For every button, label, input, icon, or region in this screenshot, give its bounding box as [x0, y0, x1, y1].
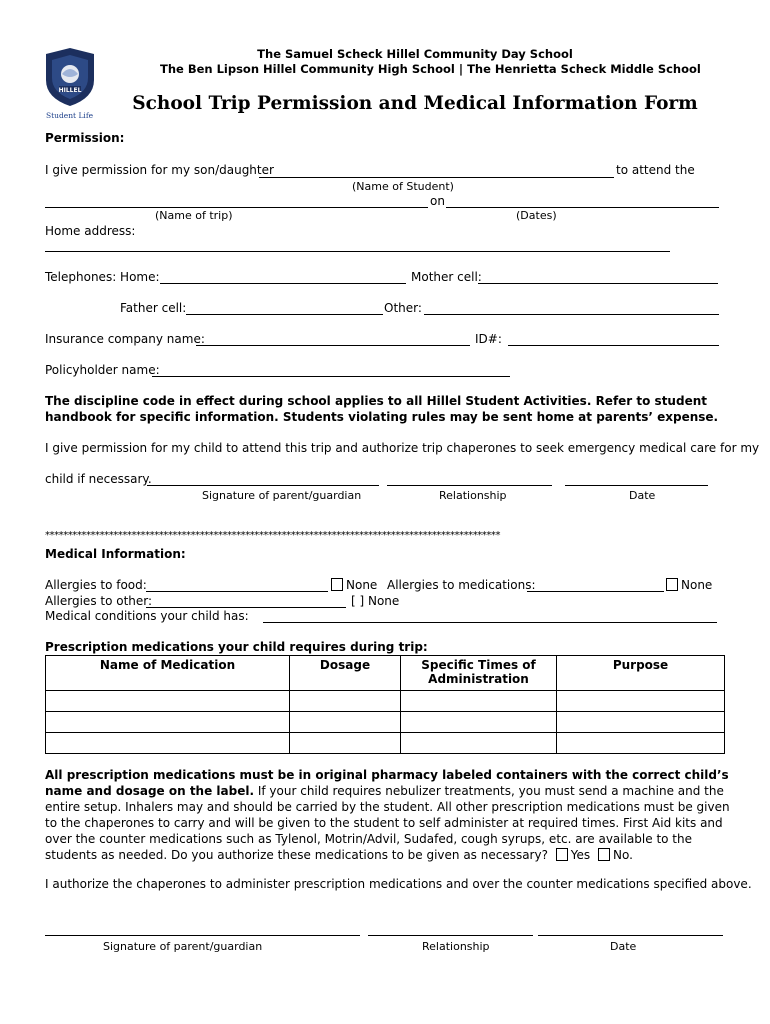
- signature-label: Signature of parent/guardian: [202, 489, 362, 502]
- table-row: [46, 733, 725, 754]
- final-relationship-field[interactable]: [368, 935, 533, 936]
- authorize-line-1: I give permission for my child to attend this trip and authorize trip chaperones to seek emergency medical care for my: [45, 441, 760, 455]
- table-row: [46, 712, 725, 733]
- form-title: School Trip Permission and Medical Information Form: [132, 93, 698, 114]
- shield-icon: [42, 46, 98, 108]
- date-label: Date: [629, 489, 656, 502]
- home-phone-field[interactable]: [160, 283, 406, 284]
- medication-policy-paragraph: [45, 767, 735, 863]
- father-cell-label: Father cell:: [120, 301, 187, 315]
- conditions-label: Medical conditions your child has:: [45, 609, 249, 623]
- no-text: No.: [613, 848, 633, 862]
- table-cell[interactable]: [401, 712, 557, 733]
- allergies-other-none[interactable]: [ ] None: [351, 594, 400, 608]
- logo-caption: Student Life: [46, 111, 94, 120]
- parent-signature-field[interactable]: [147, 485, 379, 486]
- table-cell[interactable]: [290, 691, 401, 712]
- conditions-field[interactable]: [263, 622, 717, 623]
- permission-heading: Permission:: [45, 131, 125, 145]
- table-header-row: [46, 656, 725, 691]
- allergies-other-field[interactable]: [146, 607, 346, 608]
- date-field[interactable]: [565, 485, 708, 486]
- allergies-meds-field[interactable]: [527, 591, 664, 592]
- insurance-id-label: ID#:: [475, 332, 502, 346]
- policyholder-label: Policyholder name:: [45, 363, 160, 377]
- final-relationship-label: Relationship: [422, 940, 490, 953]
- other-phone-label: Other:: [384, 301, 422, 315]
- discipline-line-1: The discipline code in effect during school applies to all Hillel Student Activities. Refer to student: [45, 394, 707, 408]
- table-cell[interactable]: [46, 733, 290, 754]
- col-name-of-medication: Name of Medication: [46, 656, 290, 691]
- medication-table: [45, 655, 725, 754]
- student-name-field[interactable]: [259, 177, 614, 178]
- yes-option[interactable]: [552, 848, 590, 862]
- logo-text: HILLEL: [58, 87, 82, 94]
- table-cell[interactable]: [557, 691, 725, 712]
- mother-cell-field[interactable]: [478, 283, 718, 284]
- home-address-field[interactable]: [45, 251, 670, 252]
- table-cell[interactable]: [401, 733, 557, 754]
- final-signature-label: Signature of parent/guardian: [103, 940, 263, 953]
- insurance-id-field[interactable]: [508, 345, 719, 346]
- authorize-chaperones: I authorize the chaperones to administer prescription medications and over the counter medications specified above.: [45, 877, 752, 891]
- allergies-meds-none[interactable]: [666, 578, 712, 592]
- table-cell[interactable]: [46, 691, 290, 712]
- final-signature-field[interactable]: [45, 935, 360, 936]
- yes-text: Yes: [570, 848, 591, 862]
- authorize-line-2: child if necessary.: [45, 472, 152, 486]
- table-cell[interactable]: [557, 712, 725, 733]
- name-of-student-label: (Name of Student): [352, 180, 454, 193]
- dates-label: (Dates): [516, 209, 557, 222]
- none-food-checkbox[interactable]: [331, 578, 343, 591]
- medical-heading: Medical Information:: [45, 547, 186, 561]
- final-date-field[interactable]: [538, 935, 723, 936]
- col-purpose: Purpose: [557, 656, 725, 691]
- col-dosage: Dosage: [290, 656, 401, 691]
- to-attend-text: to attend the: [616, 163, 695, 177]
- none-food-text: None: [346, 578, 378, 592]
- name-of-trip-label: (Name of trip): [155, 209, 233, 222]
- col-times: Specific Times of Administration: [401, 656, 557, 691]
- yes-checkbox[interactable]: [556, 848, 568, 861]
- insurance-company-label: Insurance company name:: [45, 332, 205, 346]
- allergies-food-none[interactable]: [331, 578, 377, 592]
- no-option[interactable]: [594, 848, 633, 862]
- insurance-company-field[interactable]: [196, 345, 470, 346]
- trip-dates-field[interactable]: [446, 207, 719, 208]
- allergies-food-label: Allergies to food:: [45, 578, 147, 592]
- telephones-home-label: Telephones: Home:: [45, 270, 160, 284]
- prescription-heading: Prescription medications your child requires during trip:: [45, 640, 428, 654]
- none-meds-text: None: [681, 578, 713, 592]
- policyholder-field[interactable]: [152, 376, 510, 377]
- none-meds-checkbox[interactable]: [666, 578, 678, 591]
- relationship-field[interactable]: [387, 485, 552, 486]
- trip-name-field[interactable]: [45, 207, 428, 208]
- table-row: [46, 691, 725, 712]
- section-divider: ****************************************************************************************************: [45, 530, 501, 541]
- father-cell-field[interactable]: [186, 314, 383, 315]
- table-cell[interactable]: [46, 712, 290, 733]
- home-address-label: Home address:: [45, 224, 136, 238]
- other-phone-field[interactable]: [424, 314, 719, 315]
- medication-policy-text: If your child requires nebulizer treatments, you must send a machine and the entire setup. Inhalers may and should be carried by the student. All other prescription medications must be given to the chaperones to carry and will be given to the student to self administer at required times. First Aid kits and over the counter medications such as Tylenol, Motrin/Advil, Sudafed, cough syrups, etc. are available to the students as needed. Do you authorize these medications to be given as necessary?: [45, 784, 730, 862]
- permission-prefix: I give permission for my son/daughter: [45, 163, 274, 177]
- mother-cell-label: Mother cell:: [411, 270, 482, 284]
- discipline-line-2: handbook for specific information. Students violating rules may be sent home at parents’ expense.: [45, 410, 719, 424]
- final-date-label: Date: [610, 940, 637, 953]
- school-logo: [42, 46, 98, 124]
- table-cell[interactable]: [401, 691, 557, 712]
- no-checkbox[interactable]: [598, 848, 610, 861]
- on-text: on: [430, 194, 445, 208]
- relationship-label: Relationship: [439, 489, 507, 502]
- medication-policy-bold: All prescription medications must be in original pharmacy labeled containers with the correct child’s name and dosage on the label.: [45, 768, 729, 798]
- allergies-other-label: Allergies to other:: [45, 594, 153, 608]
- table-cell[interactable]: [290, 712, 401, 733]
- allergies-meds-label: Allergies to medications:: [387, 578, 536, 592]
- table-cell[interactable]: [557, 733, 725, 754]
- school-name-line-1: The Samuel Scheck Hillel Community Day School: [257, 47, 573, 61]
- table-cell[interactable]: [290, 733, 401, 754]
- school-name-line-2: The Ben Lipson Hillel Community High School | The Henrietta Scheck Middle School: [160, 62, 701, 76]
- allergies-food-field[interactable]: [146, 591, 328, 592]
